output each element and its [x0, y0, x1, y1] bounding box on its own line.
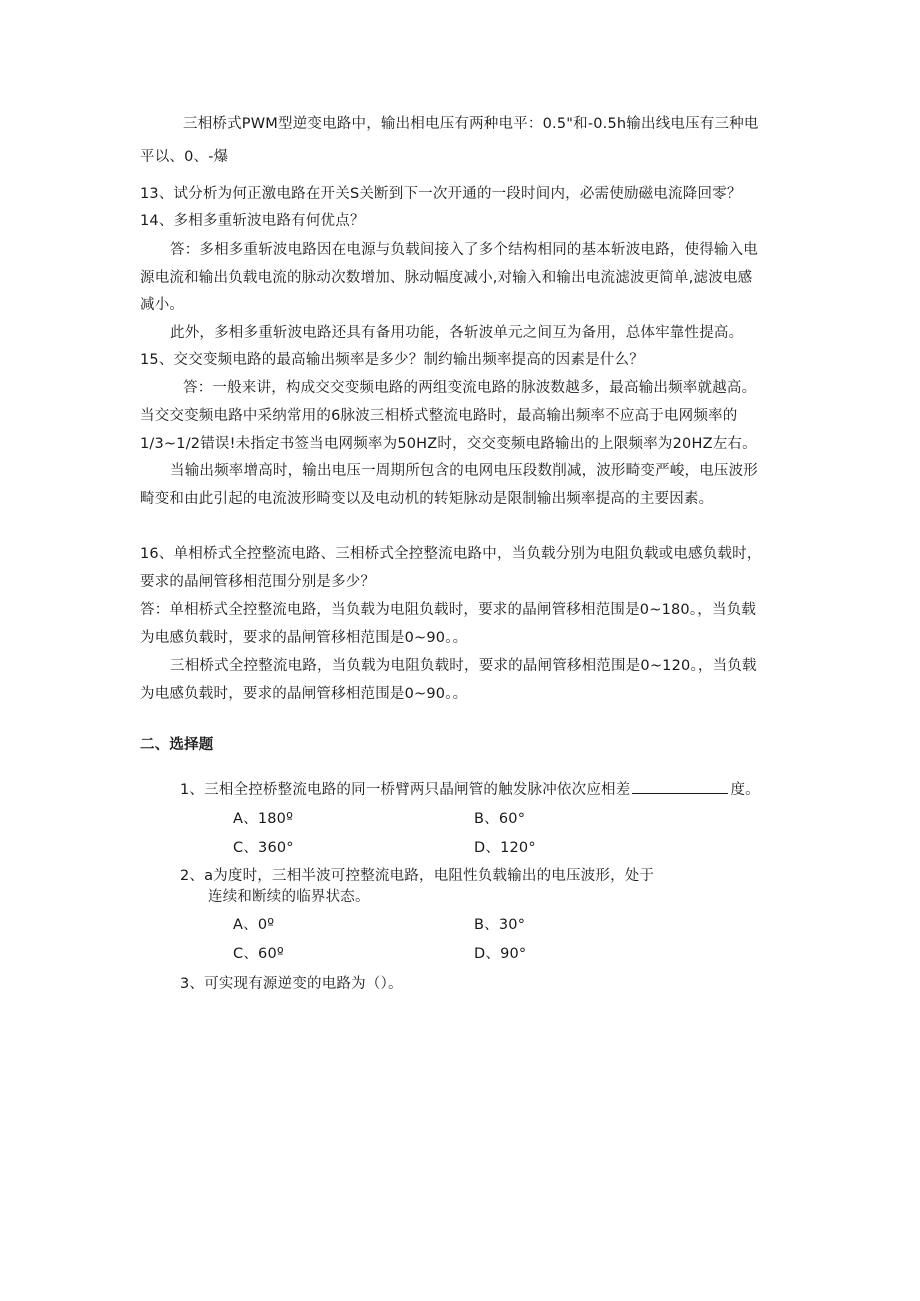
choice-2-question-line-1: 2、a为度时，三相半波可控整流电路，电阻性负载输出的电压波形，处于: [180, 868, 655, 884]
q15-answer-line: 当输出频率增高时，输出电压一周期所包含的电网电压段数削减，波形畸变严峻，电压波形: [170, 463, 758, 479]
choice-1-option-c: C、360°: [233, 840, 294, 856]
q16-answer-line: 为电感负载时，要求的晶闸管移相范围是0~90。。: [140, 630, 468, 646]
choice-2-option-a: A、0º: [233, 917, 275, 933]
answer-blank: [632, 779, 728, 794]
choice-1-question-text: 1、三相全控桥整流电路的同一桥臂两只晶闸管的触发脉冲依次应相差: [180, 782, 631, 798]
q15-answer-line: 1/3~1/2错误!未指定书签当电网频率为50HZ时，交交变频电路输出的上限频率为20HZ左右。: [140, 436, 757, 452]
q14-question: 14、多相多重斩波电路有何优点？: [140, 213, 365, 229]
q16-answer-line: 为电感负载时，要求的晶闸管移相范围是0~90。。: [140, 686, 468, 702]
choice-2-question-line-2: 连续和断续的临界状态。: [208, 889, 370, 905]
choice-2-option-c: C、60º: [233, 946, 284, 962]
q15-answer-line: 答：一般来讲，构成交交变频电路的两组变流电路的脉波数越多，最高输出频率就越高。: [183, 380, 757, 396]
choice-1-option-d: D、120°: [474, 840, 536, 856]
q16-question-line: 要求的晶闸管移相范围分别是多少？: [140, 574, 376, 590]
q14-answer-line: 减小。: [140, 297, 185, 313]
choice-1-option-b: B、60°: [474, 811, 526, 827]
choice-1-question: [180, 779, 760, 800]
choice-3-question: 3、可实现有源逆变的电路为（）。: [180, 976, 403, 992]
q15-answer-line: 当交交变频电路中采纳常用的6脉波三相桥式整流电路时，最高输出频率不应高于电网频率的: [140, 408, 738, 424]
choice-1-option-a: A、180º: [233, 811, 294, 827]
q14-answer-line: 源电流和输出负载电流的脉动次数增加、脉动幅度减小,对输入和输出电流滤波更简单,滤波电感: [140, 270, 753, 286]
q16-answer-line: 答：单相桥式全控整流电路，当负载为电阻负载时，要求的晶闸管移相范围是0~180。，当负载: [140, 602, 757, 618]
intro-line-1: 三相桥式PWM型逆变电路中，输出相电压有两种电平：0.5"和-0.5h输出线电压有三种电: [183, 116, 759, 132]
q14-answer-line: 答：多相多重斩波电路因在电源与负载间接入了多个结构相同的基本斩波电路，使得输入电: [170, 242, 758, 258]
choice-2-option-b: B、30°: [474, 917, 526, 933]
q15-answer-line: 畸变和由此引起的电流波形畸变以及电动机的转矩脉动是限制输出频率提高的主要因素。: [140, 491, 714, 507]
q15-question: 15、交交变频电路的最高输出频率是多少？制约输出频率提高的因素是什么？: [140, 352, 644, 368]
q16-question-line: 16、单相桥式全控整流电路、三相桥式全控整流电路中，当负载分别为电阻负载或电感负载时，: [140, 546, 762, 562]
intro-line-2: 平以、0、-爆: [140, 149, 229, 165]
q13-question: 13、试分析为何正激电路在开关S关断到下一次开通的一段时间内，必需使励磁电流降回零？: [140, 186, 742, 202]
choice-1-question-suffix: 度。: [730, 782, 760, 798]
q14-answer-line: 此外，多相多重斩波电路还具有备用功能，各斩波单元之间互为备用，总体牢靠性提高。: [170, 325, 744, 341]
choice-2-option-d: D、90°: [474, 946, 527, 962]
section-title: 二、选择题: [140, 737, 214, 753]
q16-answer-line: 三相桥式全控整流电路，当负载为电阻负载时，要求的晶闸管移相范围是0~120。，当负载: [170, 658, 757, 674]
